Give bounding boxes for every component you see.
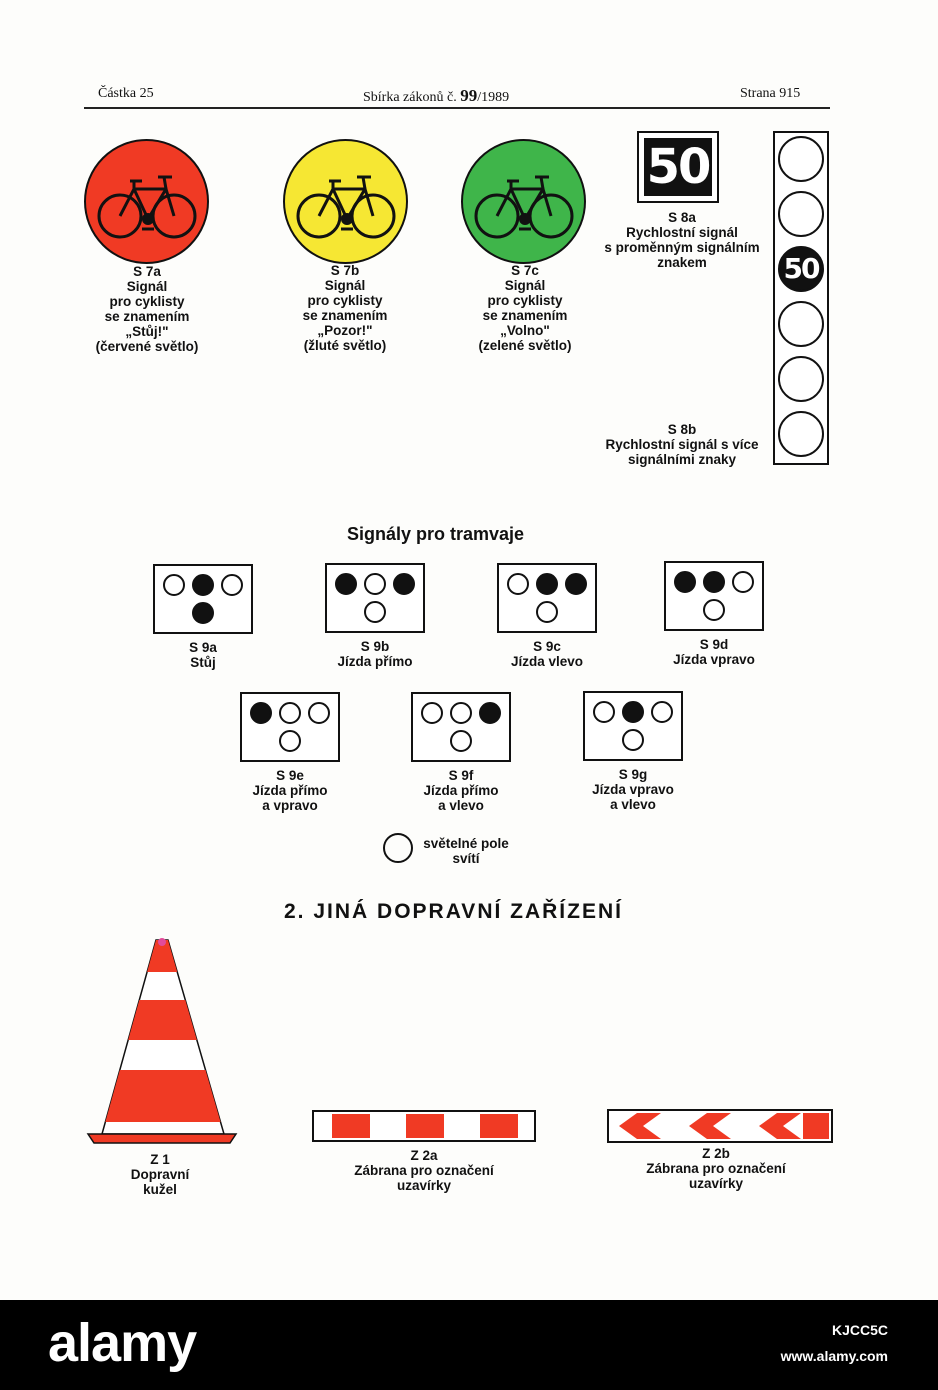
tram-signal-box [583, 691, 683, 761]
signal-label: Jízda přímo [423, 783, 499, 798]
signal-code: S 9a [189, 640, 217, 655]
signal-caption-line: „Pozor!" [317, 323, 373, 338]
tram-lamp-lit [479, 702, 501, 724]
tram-signal-box [240, 692, 340, 762]
s8a-line: s proměnným signálním [604, 240, 760, 255]
signal-caption-line: Signál [504, 278, 546, 293]
other-devices-title: 2. JINÁ DOPRAVNÍ ZAŘÍZENÍ [284, 900, 623, 923]
s8b-line: signálními znaky [627, 452, 737, 467]
s8a-sign [637, 131, 719, 203]
tram-lamp [732, 571, 754, 593]
signal-caption-line: pro cyklisty [307, 293, 383, 308]
signal-code: S 9b [360, 639, 390, 654]
tram-signal-caption [123, 640, 283, 670]
signal-code: S 9d [699, 637, 729, 652]
tram-signal-box [411, 692, 511, 762]
tram-signal-caption [381, 768, 541, 813]
signal-code: S 7c [511, 263, 539, 278]
site-url: www.alamy.com [780, 1348, 888, 1364]
tram-lamp [279, 702, 301, 724]
header-left: Částka 25 [98, 86, 154, 101]
header-center [363, 86, 509, 106]
z2b-code: Z 2b [702, 1146, 730, 1161]
signal-code: S 7b [330, 263, 360, 278]
bicycle-icon [285, 141, 406, 262]
s8b-lamp-lit: 50 [778, 246, 824, 292]
tram-lamp-lit [674, 571, 696, 593]
signal-caption-line: (zelené světlo) [478, 338, 572, 353]
s8a-line: znakem [657, 255, 707, 270]
tram-signal-box [664, 561, 764, 631]
s8b-lamp [778, 301, 824, 347]
signal-caption-line: se znamením [104, 309, 190, 324]
signal-label: Jízda vpravo [592, 782, 674, 797]
tram-lamp [364, 573, 386, 595]
image-id: KJCC5C [831, 1322, 888, 1338]
tram-section-title: Signály pro tramvaje [347, 524, 525, 544]
tram-lamp-lit [703, 571, 725, 593]
bicycle-icon [86, 141, 207, 262]
tram-lamp-lit [192, 602, 214, 624]
z2b-line: uzavírky [688, 1176, 744, 1191]
s8b-signal-tower [773, 131, 829, 465]
signal-label: Jízda vlevo [510, 654, 584, 669]
s8a-line: Rychlostní signál [626, 225, 738, 240]
tram-lamp [450, 730, 472, 752]
z2a-caption [334, 1148, 514, 1193]
signal-label: Jízda přímo [337, 654, 413, 669]
tram-signal-caption [295, 639, 455, 669]
legend-lamp-icon [383, 833, 413, 863]
signal-label: a vlevo [610, 797, 656, 812]
tram-lamp-lit [335, 573, 357, 595]
bicycle-icon [463, 141, 584, 262]
signal-caption-line: pro cyklisty [109, 294, 185, 309]
z2a-code: Z 2a [410, 1148, 438, 1163]
signal-code: S 9c [533, 639, 561, 654]
tram-signal-caption [467, 639, 627, 669]
z2a-line: uzavírky [396, 1178, 452, 1193]
header-right: Strana 915 [740, 86, 801, 101]
tram-lamp [421, 702, 443, 724]
tram-signal-box [497, 563, 597, 633]
tram-lamp [221, 574, 243, 596]
tram-lamp [651, 701, 673, 723]
bicycle-signal-caption [448, 263, 602, 353]
signal-code: S 7a [133, 264, 161, 279]
z1-line: kužel [143, 1182, 177, 1197]
tram-lamp [364, 601, 386, 623]
s8b-line: Rychlostní signál s více [605, 437, 759, 452]
striped-barrier-icon [312, 1110, 536, 1142]
tram-lamp-lit [192, 574, 214, 596]
signal-label: Jízda přímo [252, 783, 328, 798]
tram-lamp-lit [393, 573, 415, 595]
z2b-line: Zábrana pro označení [646, 1161, 786, 1176]
tram-signal-box [325, 563, 425, 633]
signal-caption-line: (červené světlo) [95, 339, 199, 354]
signal-caption-line: Signál [324, 278, 366, 293]
tram-lamp-lit [250, 702, 272, 724]
s8b-caption [590, 422, 774, 467]
s8b-lamp [778, 411, 824, 457]
signal-label: Stůj [190, 655, 216, 670]
header-center-suffix: /1989 [477, 90, 510, 105]
tram-signal-caption [553, 767, 713, 812]
z2a-line: Zábrana pro označení [354, 1163, 494, 1178]
signal-code: S 9f [448, 768, 474, 783]
tram-lamp-lit [565, 573, 587, 595]
s8a-display: 50 [644, 138, 712, 196]
header-center-prefix: Sbírka zákonů č. [363, 90, 457, 105]
z2b-caption [626, 1146, 806, 1191]
alamy-logo: alamy [48, 1313, 197, 1373]
tram-lamp [279, 730, 301, 752]
signal-label: a vlevo [438, 798, 484, 813]
tram-lamp [450, 702, 472, 724]
header-rule [84, 107, 830, 109]
signal-caption-line: se znamením [302, 308, 388, 323]
z1-caption [110, 1152, 210, 1197]
tram-signal-box [153, 564, 253, 634]
bicycle-signal-lamp [84, 139, 209, 264]
legend-line: světelné pole [423, 836, 509, 851]
s8a-code: S 8a [668, 210, 696, 225]
signal-caption-line: (žluté světlo) [303, 338, 387, 353]
s8b-lamp [778, 191, 824, 237]
signal-code: S 9e [276, 768, 304, 783]
signal-caption-line: Signál [126, 279, 168, 294]
signal-caption-line: „Stůj!" [125, 324, 169, 339]
s8b-lamp [778, 356, 824, 402]
tram-lamp [507, 573, 529, 595]
tram-lamp [308, 702, 330, 724]
s8b-code: S 8b [667, 422, 697, 437]
signal-caption-line: „Volno" [500, 323, 550, 338]
z1-code: Z 1 [150, 1152, 170, 1167]
z1-line: Dopravní [130, 1167, 190, 1182]
tram-lamp [703, 599, 725, 621]
signal-code: S 9g [618, 767, 648, 782]
s8a-caption [590, 210, 774, 270]
tram-lamp [593, 701, 615, 723]
tram-lamp [622, 729, 644, 751]
signal-caption-line: pro cyklisty [487, 293, 563, 308]
bicycle-signal-caption [268, 263, 422, 353]
traffic-cone-icon [84, 936, 240, 1148]
tram-lamp-lit [622, 701, 644, 723]
signal-label: a vpravo [262, 798, 318, 813]
tram-lamp [163, 574, 185, 596]
tram-signal-caption [210, 768, 370, 813]
tram-lamp [536, 601, 558, 623]
tram-signal-caption [634, 637, 794, 667]
legend-line: svítí [452, 851, 480, 866]
s8b-lamp [778, 136, 824, 182]
header-center-number: 99 [460, 86, 478, 105]
signal-caption-line: se znamením [482, 308, 568, 323]
bicycle-signal-caption [70, 264, 224, 354]
chevron-barrier-icon [607, 1109, 833, 1143]
signal-label: Jízda vpravo [673, 652, 755, 667]
bicycle-signal-lamp [461, 139, 586, 264]
bicycle-signal-lamp [283, 139, 408, 264]
legend-caption [420, 836, 512, 866]
tram-lamp-lit [536, 573, 558, 595]
